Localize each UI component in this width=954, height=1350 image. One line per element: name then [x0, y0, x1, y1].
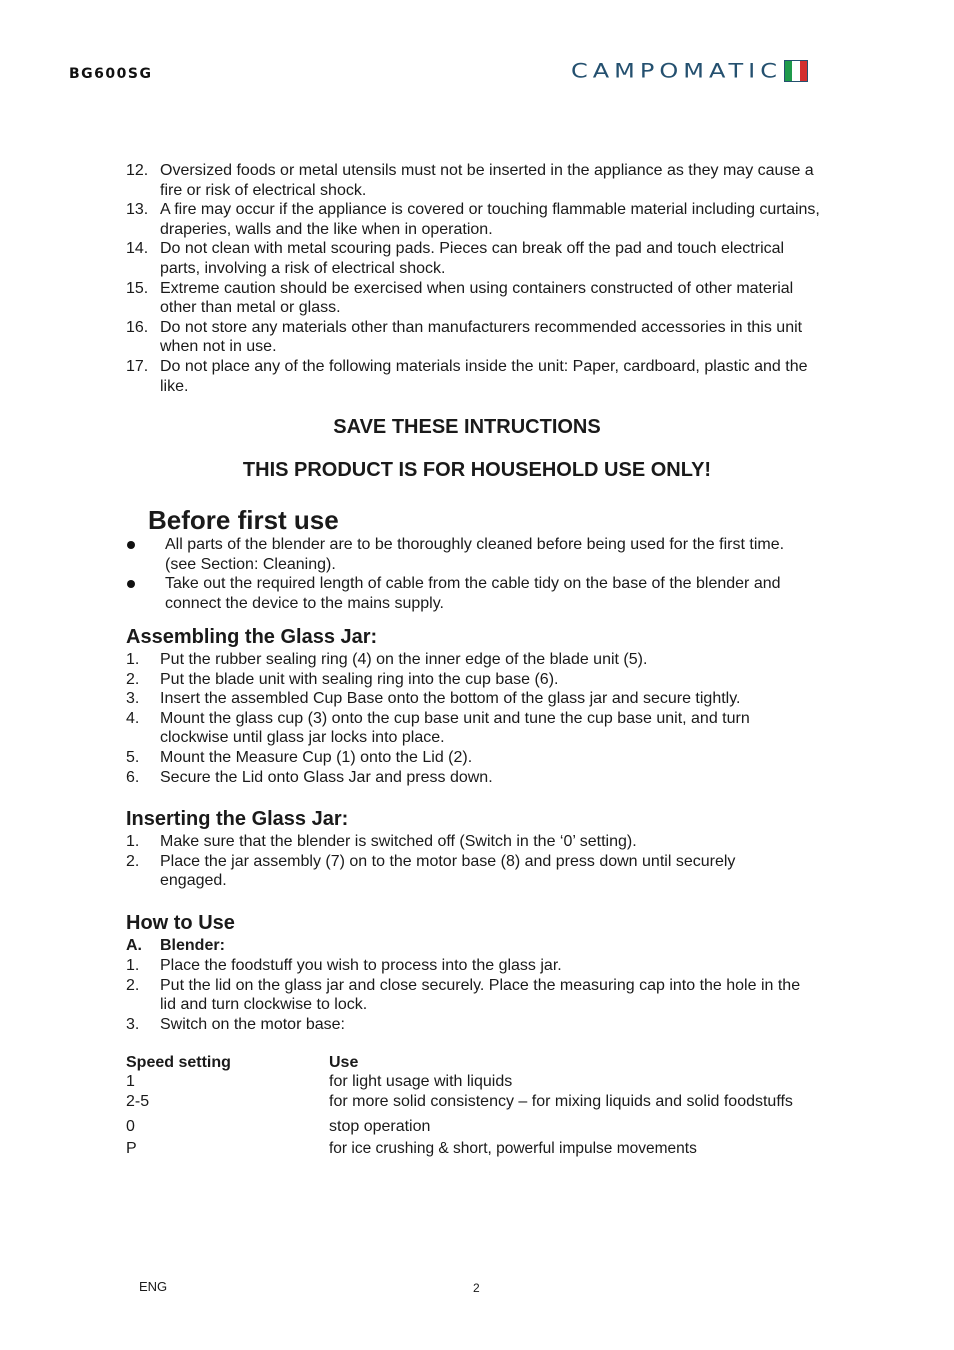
inserting-steps — [126, 832, 806, 891]
list-item: 13. A fire may occur if the appliance is covered or touching flammable material including curtains, draperies, walls and the like when in operation. — [126, 201, 820, 238]
list-item: 12. Oversized foods or metal utensils must not be inserted in the appliance as they may cause a fire or risk of electrical shock. — [126, 162, 814, 199]
list-item: 15. Extreme caution should be exercised when using containers constructed of other material other than metal or glass. — [126, 279, 794, 317]
save-instructions-heading: SAVE THESE INTRUCTIONS — [333, 416, 601, 438]
list-item: 3. Insert the assembled Cup Base onto the bottom of the glass jar and secure tightly. — [126, 690, 741, 708]
how-to-use-heading: How to Use — [126, 912, 235, 934]
before-first-use-list — [126, 535, 806, 613]
list-item: 2. Place the jar assembly (7) on to the motor base (8) and press down until securely engaged. — [126, 852, 736, 890]
blender-subheading: A. Blender: — [126, 937, 225, 954]
safety-list — [126, 161, 826, 396]
page-number: 2 — [473, 1281, 480, 1295]
bullet-item: All parts of the blender are to be thoroughly cleaned before being used for the first time. (see Section: Cleaning). — [126, 535, 806, 574]
model-number: BG600SG — [69, 66, 153, 82]
list-item: 3. Switch on the motor base: — [126, 1015, 345, 1033]
list-item: 5. Mount the Measure Cup (1) onto the Lid (2). — [126, 748, 473, 766]
list-item: 6. Secure the Lid onto Glass Jar and press down. — [126, 768, 493, 786]
list-item: 17. Do not place any of the following materials inside the unit: Paper, cardboard, plastic and the like. — [126, 357, 808, 395]
list-item: 1. Place the foodstuff you wish to process into the glass jar. — [126, 957, 562, 974]
brand-logo — [571, 58, 808, 84]
list-item: 16. Do not store any materials other than manufacturers recommended accessories in this unit when not in use. — [126, 318, 803, 356]
list-item: 1. Make sure that the blender is switched off (Switch in the ‘0’ setting). — [126, 833, 637, 850]
list-item: 1. Put the rubber sealing ring (4) on the inner edge of the blade unit (5). — [126, 651, 648, 668]
assembling-steps — [126, 650, 806, 787]
household-use-heading: THIS PRODUCT IS FOR HOUSEHOLD USE ONLY! — [242, 459, 712, 481]
bullet-item: Take out the required length of cable from the cable tidy on the base of the blender and connect the device to the mains supply. — [126, 574, 806, 613]
list-item: 2. Put the blade unit with sealing ring into the cup base (6). — [126, 670, 559, 688]
language-label: ENG — [139, 1279, 168, 1294]
italy-flag-icon — [784, 60, 808, 82]
bullet-icon — [127, 580, 135, 588]
assembling-heading: Assembling the Glass Jar: — [126, 626, 378, 648]
bullet-icon — [127, 541, 135, 549]
how-to-use-steps — [126, 956, 806, 1034]
list-item: 2. Put the lid on the glass jar and close securely. Place the measuring cap into the hole in the lid and turn clockwise to lock. — [126, 976, 801, 1014]
before-first-use-heading: Before first use — [148, 505, 339, 535]
brand-name: CAMPOMATIC — [571, 59, 783, 83]
list-item: 4. Mount the glass cup (3) onto the cup base unit and tune the cup base unit, and turn clockwise until glass jar locks into place. — [126, 709, 750, 747]
inserting-heading: Inserting the Glass Jar: — [126, 808, 349, 830]
list-item: 14. Do not clean with metal scouring pads. Pieces can break off the pad and touch electrical parts, involving a risk of electrical shock. — [126, 240, 785, 277]
